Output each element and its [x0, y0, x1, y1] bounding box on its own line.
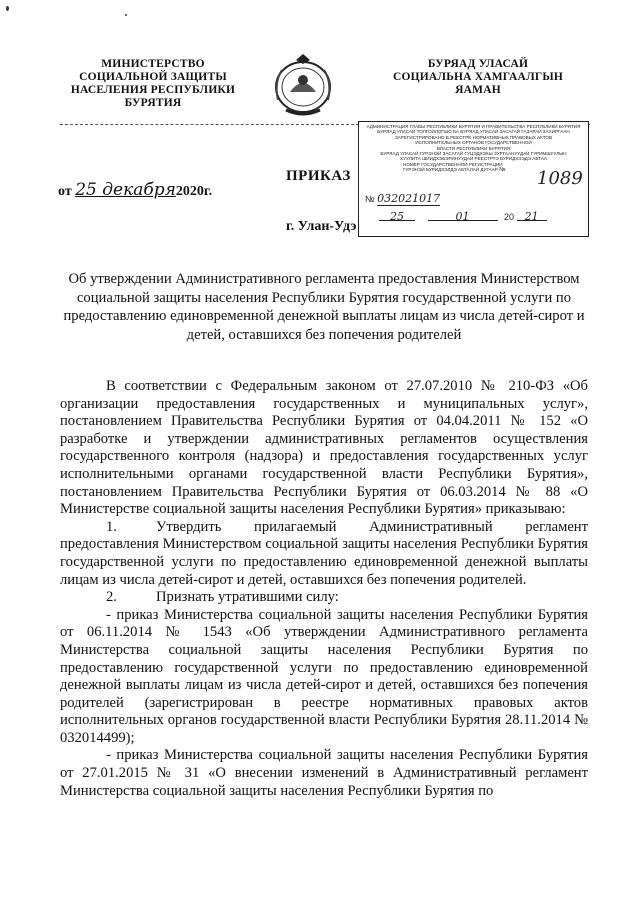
- ministry-line: МИНИСТЕРСТВО: [101, 58, 205, 70]
- ministry-line: БУРЯАД УЛАСАЙ: [427, 58, 529, 70]
- body-item-1: [60, 519, 588, 589]
- stamp-line: ГУРЭНЭЙ БУРИДХЭЛДЭ АБТАЛАЙ ДУГААР: [403, 167, 498, 173]
- document-body: [60, 378, 588, 800]
- date-prefix: от: [58, 184, 72, 199]
- stamp-date-year-prefix: 20: [504, 212, 515, 222]
- stamp-date-year: 21: [524, 210, 539, 223]
- item-text: Утвердить прилагаемый Административный регламент предоставления Министерством социальной защиты населения Республики Бурятия государственной услуги по предоставлению единовременной денежной выплаты лицам из числа детей-сирот и детей, оставшихся без попечения родителей.: [60, 518, 588, 588]
- ministry-line: СОЦИАЛЬНОЙ ЗАЩИТЫ: [79, 71, 227, 83]
- document-title: Об утверждении Административного регламента предоставления Министерством социальной защиты населения Республики Бурятия государственной услуги по предоставлению единовременной денежной выплаты лицам из числа детей-сирот и детей, оставшихся без попечения родителей: [63, 271, 585, 343]
- ministry-name-buryat: [378, 58, 578, 97]
- document-city: г. Улан-Удэ: [286, 219, 357, 234]
- document-type: ПРИКАЗ: [286, 168, 351, 184]
- scan-speck: [6, 6, 9, 11]
- document-date: [58, 180, 212, 200]
- stamp-line: ХУУЛИТА ШИИДХЭБЭРИНУУДАЙ РЕЕСТРТЭ БУРИДХЭЭДЭ АБТАА: [400, 156, 547, 162]
- stamp-line: ВЛАСТИ РЕСПУБЛИКИ БУРЯТИЯ: [436, 145, 511, 151]
- date-suffix: 2020г.: [175, 184, 213, 199]
- date-handwritten: 25 декабря: [75, 180, 176, 200]
- ministry-line: ЯАМАН: [455, 84, 501, 96]
- stamp-line: НОМЕР ГОСУДАРСТВЕННОЙ РЕГИСТРАЦИИ: [403, 161, 503, 167]
- ministry-line: НАСЕЛЕНИЯ РЕСПУБЛИКИ: [70, 84, 236, 96]
- item-text: Признать утратившими силу:: [156, 589, 339, 606]
- ministry-line: БУРЯТИЯ: [124, 97, 182, 109]
- stamp-line: БУРЯАД УЛАСАЙ ТОЛГОЙЛОГШО БА БУРЯАД УЛАСАЙ ЗАСАГАЙ ГАЗАРАЙ ЗАХИРГААН: [377, 129, 570, 135]
- ministry-name-russian: [58, 58, 248, 110]
- stamp-line: БУРЯАД УЛАСАЙ ГУРЭНЭЙ ЗАСАГАЙ ГУЦЭДХЭХЫ ЗУРГААНУУДАЙ ГУРИМШУУЛЫН: [380, 151, 567, 157]
- ministry-line: СОЦИАЛЬНА ХАМГААЛГЫН: [392, 71, 563, 83]
- stamp-number-label: №: [499, 167, 506, 174]
- body-subitem-2: - приказ Министерства социальной защиты населения Республики Бурятия от 27.01.2015 № 31 «О внесении изменений в Административный регламент Министерства социальной защиты населения Республики Бурятия по: [60, 747, 588, 799]
- stamp-line: ЗАРЕГИСТРИРОВАНО В РЕЕСТРЕ НОРМАТИВНЫХ ПРАВОВЫХ АКТОВ: [394, 134, 553, 140]
- body-intro: В соответствии с Федеральным законом от 27.07.2010 № 210-ФЗ «Об организации предоставления государственных и муниципальных услуг», постановлением Правительства Республики Бурятия от 04.04.2011 № 152 «О разработке и утверждении административных регламентов осуществления государственного контроля (надзора) и предоставления государственных услуг исполнительными органами государственной власти Республики Бурятия», постановлением Правительства Республики Бурятия от 06.03.2014 № 88 «О Министерстве социальной защиты населения Республики Бурятия» приказываю:: [60, 378, 588, 518]
- registration-stamp: [358, 121, 589, 237]
- stamp-line: АДМИНИСТРАЦИЯ ГЛАВЫ РЕСПУБЛИКИ БУРЯТИЯ И ПРАВИТЕЛЬСТВА РЕСПУБЛИКИ БУРЯТИЯ: [366, 124, 581, 129]
- scan-speck: [125, 14, 127, 16]
- body-subitem-1: - приказ Министерства социальной защиты населения Республики Бурятия от 06.11.2014 № 1543 «Об утверждении Административного регламента Министерства социальной защиты населения Республики Бурятия по предоставлению государственной услуги по предоставлению единовременной денежной выплаты лицам из числа детей-сирот и детей, оставшихся без попечения родителей (зарегистрирован в реестре нормативных правовых актов исполнительных органов государственной власти Республики Бурятия 28.11.2014 № 032014499);: [60, 606, 588, 746]
- coat-of-arms-emblem: [268, 52, 338, 116]
- body-item-2: [60, 589, 588, 607]
- stamp-date-day: 25: [390, 210, 404, 223]
- stamp-reg-number: 1089: [537, 168, 583, 189]
- item-number: 1.: [106, 518, 117, 535]
- stamp-date-month: 01: [455, 210, 470, 223]
- item-number: 2.: [106, 589, 117, 606]
- stamp-code-label: №: [365, 194, 375, 204]
- stamp-line: ИСПОЛНИТЕЛЬНЫХ ОРГАНОВ ГОСУДАРСТВЕННОЙ: [415, 140, 532, 146]
- stamp-code-number: 032021017: [377, 192, 441, 205]
